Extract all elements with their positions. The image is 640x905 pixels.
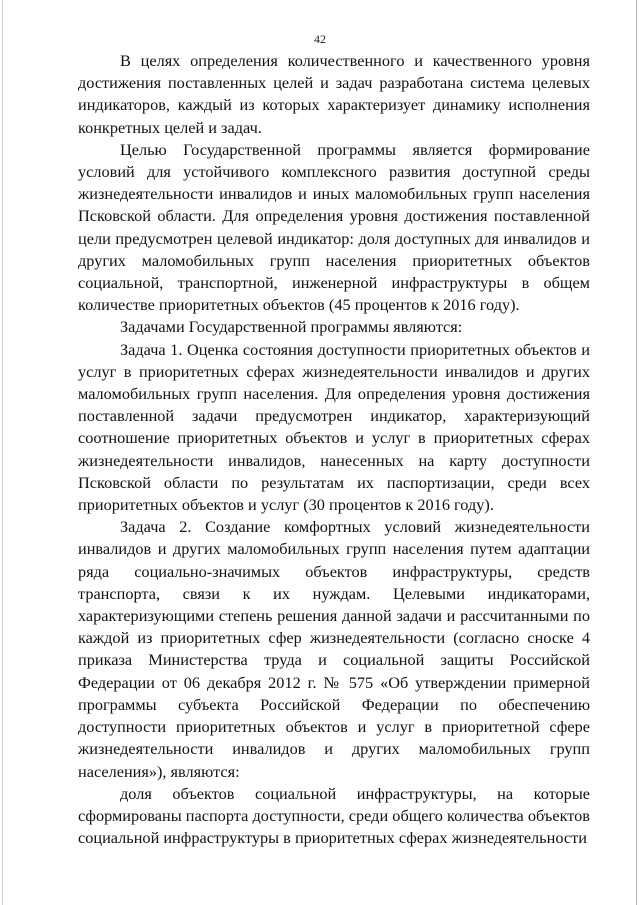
scan-edge-left (2, 0, 3, 905)
page-number: 42 (314, 32, 326, 46)
paragraph-indicator-share: доля объектов социальной инфраструктуры, на которые сформированы паспорта доступности, среди общего количества объектов социальной инфраструктуры в приоритетных сферах жизнедеятельности (78, 783, 590, 848)
paragraph-intro: В целях определения количественного и качественного уровня достижения поставленных целей и задач разработана система целевых индикаторов, каждый из которых характеризует динамику исполнения конкретных целей и задач. (78, 51, 590, 137)
scan-edge-right (636, 0, 637, 905)
paragraph-goal: Целью Государственной программы является формирование условий для устойчивого комплексного развития доступной среды жизнедеятельности инвалидов и иных маломобильных групп населения Псковской области. Для определения уровня достижения поставленной цели предусмотрен целевой индикатор: доля доступных для инвалидов и других маломобильных групп населения приоритетных объектов социальной, транспортной, инженерной инфраструктуры в общем количестве приоритетных объектов (45 процентов к 2016 году). (78, 139, 590, 315)
paragraph-tasks-heading: Задачами Государственной программы являются: (120, 317, 463, 337)
paragraph-task-2: Задача 2. Создание комфортных условий жизнедеятельности инвалидов и других маломобильных групп населения путем адаптации ряда социально-значимых объектов инфраструктуры, средств транспорта, связи к их нуждам. Целевыми индикаторами, характеризующими степень решения данной задачи и рассчитанными по каждой из приоритетных сфер жизнедеятельности (согласно сноске 4 приказа Министерства труда и социальной защиты Российской Федерации от 06 декабря 2012 г. № 575 «Об утверждении примерной программы субъекта Российской Федерации по обеспечению доступности приоритетных объектов и услуг в приоритетной сфере жизнедеятельности инвалидов и других маломобильных групп населения»), являются: (78, 517, 590, 781)
document-body (78, 50, 590, 849)
paragraph-task-1: Задача 1. Оценка состояния доступности приоритетных объектов и услуг в приоритетных сферах жизнедеятельности инвалидов и других маломобильных групп населения. Для определения уровня достижения поставленной задачи предусмотрен индикатор, характеризующий соотношение приоритетных объектов и услуг в приоритетных сферах жизнедеятельности инвалидов, нанесенных на карту доступности Псковской области по результатам их паспортизации, среди всех приоритетных объектов и услуг (30 процентов к 2016 году). (78, 339, 590, 515)
